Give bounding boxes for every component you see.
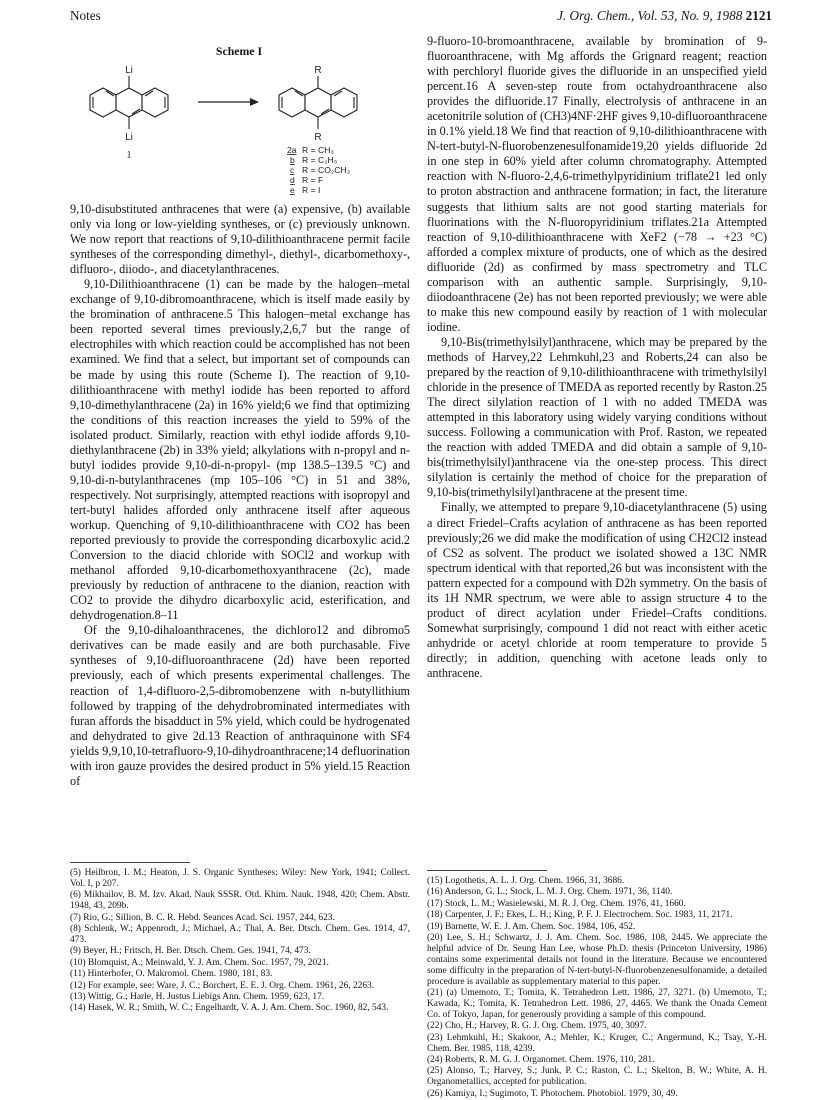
running-header-left: Notes (70, 8, 101, 23)
product-list (287, 145, 351, 195)
reference: (9) Beyer, H.; Fritsch, H. Ber. Dtsch. Chem. Ges. 1941, 74, 473. (70, 946, 311, 957)
dilithioanthracene-structure (90, 76, 168, 129)
reference: (22) Cho, H.; Harvey, R. G. J. Org. Chem. 1975, 40, 3097. (427, 1021, 647, 1032)
footnote-rule (427, 870, 547, 871)
paragraph: Finally, we attempted to prepare 9,10-diacetylanthracene (5) using a direct Friedel–Crafts acylation of anthracene as has been reported previously;26 we did make the modification of using CH2Cl2 instead of CS2 as solvent. The product we isolated showed a 13C NMR spectrum identical with that reported,26 but was inconsistent with the pattern expected for a compound with D2h symmetry. On the basis of its 1H NMR spectrum, we were able to assign structure 4 to the product of direct acylation under Friedel–Crafts conditions. Somewhat surprisingly, compound 1 did not react with either acetic anhydride or acetyl chloride at room temperature to provide 5 directly; in addition, quenching with acetone leads only to anthracene. (427, 500, 767, 680)
running-header-right (557, 8, 772, 24)
journal-citation: J. Org. Chem., Vol. 53, No. 9, 1988 (557, 8, 743, 23)
li-top-label: Li (125, 65, 133, 76)
reference: (13) Wittig, G.; Harle, H. Justus Liebigs Ann. Chem. 1959, 623, 17. (70, 991, 325, 1002)
page-number: 2121 (745, 8, 772, 23)
product-id-c: c (290, 165, 295, 175)
reference: (18) Carpenter, J. F.; Ekes, L. H.; King, P. F. J. Electrochem. Soc. 1983, 11, 2171. (427, 910, 733, 921)
reference: (10) Blomquist, A.; Meinwald, Y. J. Am. Chem. Soc. 1957, 79, 2021. (70, 957, 329, 968)
product-id-d: d (290, 175, 295, 185)
product-r-2a: R = CH₃ (302, 145, 334, 155)
references-right (427, 876, 767, 1100)
left-column (70, 202, 410, 789)
reference: (24) Roberts, R. M. G. J. Organomet. Chem. 1976, 110, 281. (427, 1055, 655, 1065)
scheme-diagram (70, 58, 408, 198)
r-top-label: R (314, 65, 322, 76)
reference: (11) Hinterhofer, O. Makromol. Chem. 1980, 181, 83. (70, 969, 273, 980)
reference: (16) Anderson, G. L.; Stock, L. M. J. Org. Chem. 1971, 36, 1140. (427, 887, 673, 898)
paragraph: 9,10-disubstituted anthracenes that were (a) expensive, (b) available only via long or low-yielding syntheses, or (c) previously unknown. We now report that reactions of 9,10-dilithioanthracene permit facile syntheses of the corresponding dimethyl-, diethyl-, dicarbomethoxy-, difluoro-, diiodo-, and diacetylanthracenes. (70, 202, 410, 277)
reference: (8) Schlenk, W.; Appenrodt, J.; Michael, A.; Thal, A. Ber. Dtsch. Chem. Ges. 1914, 47, 473. (70, 924, 410, 945)
reference: (15) Logothetis, A. L. J. Org. Chem. 1966, 31, 3686. (427, 876, 625, 886)
right-column (427, 34, 767, 681)
reference: (19) Barnette, W. E. J. Am. Chem. Soc. 1984, 106, 452. (427, 921, 636, 932)
paragraph: 9,10-Dilithioanthracene (1) can be made by the halogen–metal exchange of 9,10-dibromoanthracene, which is itself made easily by the bromination of anthracene.5 This halogen–metal exchange has been reported several times previously,2,6,7 but the range of electrophiles with which reaction could be accomplished has not been examined. We find that a select, but important set of compounds can be made by using this route (Scheme I). The reaction of 9,10-dilithioanthracene with methyl iodide has been reported to afford 9,10-dimethylanthracene (2a) in 16% yield;6 we find that optimizing the conditions of this reaction increases the yield to 59% of the isolated product. Similarly, reaction with ethyl iodide affords 9,10-diethylanthracene (2b) in 33% yield; alkylations with n-propyl and n-butyl iodides provide 9,10-di-n-propyl- (mp 138.5–139.5 °C) and 9,10-di-n-butylanthracenes (mp 105–106 °C) in 51 and 38%, respectively. Not surprisingly, attempted reactions with isopropyl and tert-butyl halides afforded only anthracene itself after aqueous workup. Quenching of 9,10-dilithioanthracene with CO2 has been reported previously to provide the corresponding dicarboxylic acid.2 Conversion to the diacid chloride with SOCl2 and workup with methanol afforded 9,10-dicarbomethoxyanthracene (2c), made previously by reduction of anthracene to the dianion, reaction with CO2 to provide the dihydro dicarboxylic acid, esterification, and dehydrogenation.8–11 (70, 277, 410, 623)
reference: (26) Kamiya, I.; Sugimoto, T. Photochem. Photobiol. 1979, 30, 49. (427, 1088, 678, 1099)
reference: (6) Mikhailov, B. M. Izv. Akad. Nauk SSSR. Otd. Khim. Nauk. 1948, 420; Chem. Abstr. 1948, 43, 209b. (70, 890, 410, 912)
references-left (70, 868, 410, 1015)
reference: (17) Stock, L. M.; Wasielewski, M. R. J. Org. Chem. 1976, 41, 1660. (427, 898, 686, 909)
r-bottom-label: R (314, 132, 322, 143)
product-r-d: R = F (302, 175, 324, 185)
reference: (7) Rio, G.; Sillion, B. C. R. Hebd. Seances Acad. Sci. 1957, 244, 623. (70, 912, 335, 923)
product-id-b: b (290, 155, 295, 165)
scheme-title: Scheme I (215, 44, 263, 58)
paragraph: 9-fluoro-10-bromoanthracene, available by bromination of 9-fluoroanthracene, with Mg affords the Grignard reagent; reaction with perchloryl fluoride gives the difluoride in an unspecified yield percent.16 A seven-step route from octahydroanthracene also provides the difluoride.17 Finally, electrolysis of anthracene in an acetonitrile solution of (CH3)4NF·2HF gives 9,10-difluoroanthracene in 0.1% yield.18 We find that reaction of 9,10-dilithioanthracene with N-tert-butyl-N-fluorobenzenesulfonamide19,20 yields difluoride 2d in one step in 60% yield after column chromatography. Attempted reaction with N-fluoro-2,4,6-trimethylpyridinium triflate21 led only to proton abstraction and anthracene formation; in fact, the literature suggests that lithium salts are not good starting materials for fluorinations with the N-fluoropyridinium triflates.21a Attempted reaction of 9,10-dilithioanthracene with XeF2 (−78 → +23 °C) afforded a complex mixture of products, one of which as the desired difluoride (2d) as confirmed by mass spectrometry and TLC comparison with an authentic sample. Surprisingly, 9,10-diiodoanthracene (2e) has not been reported previously; we were able to make this new compound easily by reaction of 1 with molecular iodine. (427, 34, 767, 334)
product-id-2a: 2a (287, 145, 297, 155)
reference: (20) Lee, S. H.; Schwartz, J. J. Am. Chem. Soc. 1986, 108, 2445. We appreciate the helpful advice of Dr. Seung Han Lee, whose Ph.D. thesis (Princeton University, 1986) contains some experimental details not found in the literature. Because we encountered some difficulty in the preparation of N-tert-butyl-N-fluorobenzenesulfonamide, a detailed procedure is available as supplementary material to this paper. (427, 933, 767, 987)
product-id-e: e (290, 185, 295, 195)
reference: (23) Lehmkuhl, H.; Skakoor, A.; Mehler, K.; Kruger, C.; Angermund, K.; Tsay, Y.-H. Chem. Ber. 1985, 118, 4239. (427, 1032, 767, 1054)
substituted-anthracene-structure (279, 76, 357, 129)
reference: (21) (a) Umemoto, T.; Tomita, K. Tetrahedron Lett. 1986, 27, 3271. (b) Umemoto, T.; Kawada, K.; Tomita, K. Tetrahedron Lett. 1986, 27, 4465. We thank the Onada Cement Co. of Tokyo, Japan, for generously providing a sample of this compound. (427, 988, 767, 1020)
paragraph: Of the 9,10-dihaloanthracenes, the dichloro12 and dibromo5 derivatives can be made easily and are both purchasable. Five syntheses of 9,10-difluoroanthracene (2d) have been reported previously, each of which presents experimental challenges. The reaction of 1,4-difluoro-2,5-dibromobenzene with n-butyllithium followed by trapping of the dehydrobrominated intermediates with furan affords the bisadduct in 5% yield, which could be hydrogenated and dehydrated to give 2d.13 Reaction of anthraquinone with SF4 yields 9,9,10,10-tetrafluoro-9,10-dihydroanthracene;14 defluorination with iron gauze provides the desired product in 5% yield.15 Reaction of (70, 623, 410, 788)
reference: (12) For example, see: Ware, J. C.; Borchert, E. E. J. Org. Chem. 1961, 26, 2263. (70, 980, 375, 991)
arrow-head (250, 98, 259, 106)
reference: (5) Heilbron, I. M.; Heaton, J. S. Organic Syntheses; Wiley: New York, 1941; Collect. Vol. I, p 207. (70, 868, 410, 889)
reference: (14) Hasek, W. R.; Smith, W. C.; Engelhardt, V. A. J. Am. Chem. Soc. 1960, 82, 543. (70, 1003, 389, 1014)
product-r-c: R = CO₂CH₃ (302, 165, 351, 175)
product-r-e: R = I (302, 185, 321, 195)
paragraph: 9,10-Bis(trimethylsilyl)anthracene, which may be prepared by the methods of Harvey,22 Lehmkuhl,23 and Roberts,24 can also be prepared by the reaction of 9,10-dilithioanthracene with trimethylsilyl chloride in the presence of TMEDA as reported recently by Raston.25 The direct silylation reaction of 1 with no added TMEDA was attempted in this laboratory using widely varying conditions without success. Following a communication with Prof. Raston, we repeated the reaction with added TMEDA and did obtain a sample of 9,10-bis(trimethylsilyl)anthracene via the one-step process. This direct silylation is certainly the method of choice for the preparation of 9,10-bis(trimethylsilyl)anthracene at the present time. (427, 334, 767, 500)
compound-1-label: 1 (126, 150, 132, 161)
li-bottom-label: Li (125, 132, 133, 143)
footnote-rule (70, 862, 190, 863)
product-r-b: R = C₂H₅ (302, 155, 338, 165)
reference: (25) Alonso, T.; Harvey, S.; Junk, P. C.; Raston, C. L.; Skelton, B. W.; White, A. H. Organometallics, accepted for publication. (427, 1066, 767, 1088)
